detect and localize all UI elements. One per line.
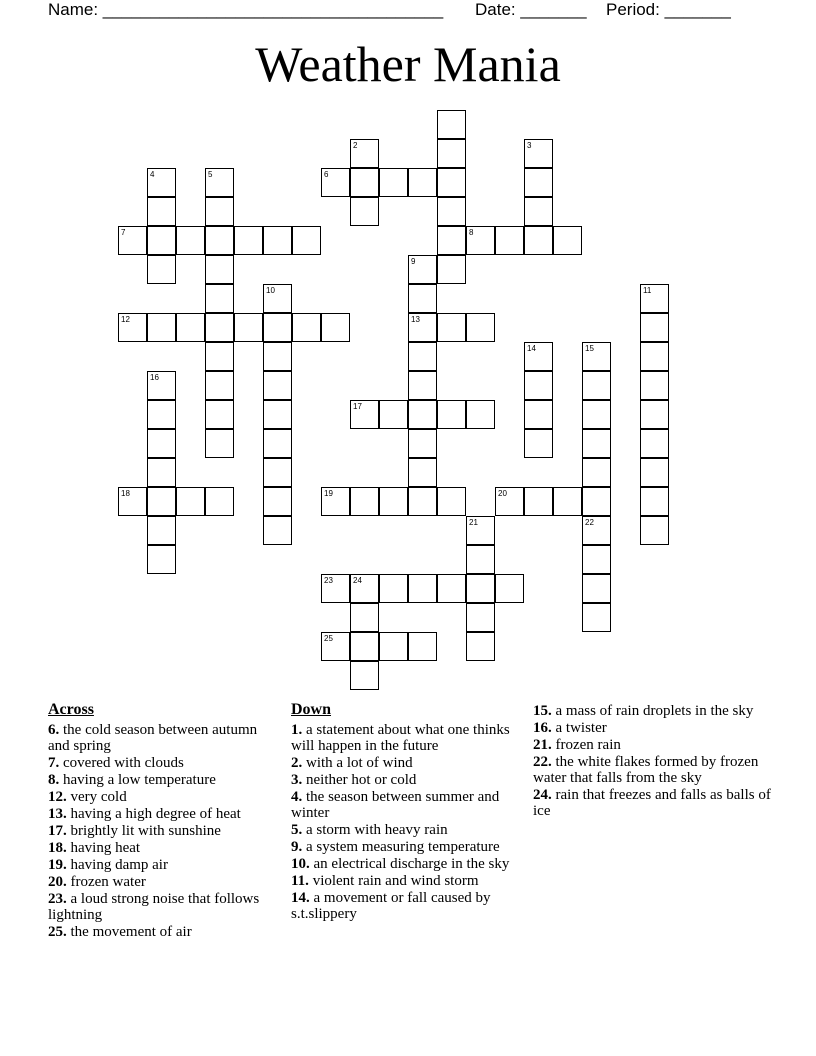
cell-number: 17	[353, 402, 362, 411]
crossword-cell[interactable]	[147, 458, 176, 487]
crossword-cell[interactable]	[379, 168, 408, 197]
crossword-cell[interactable]	[408, 313, 437, 342]
crossword-cell[interactable]	[147, 226, 176, 255]
cell-number: 22	[585, 518, 594, 527]
crossword-cell[interactable]	[263, 342, 292, 371]
clue-item	[291, 890, 523, 922]
crossword-cell[interactable]	[466, 516, 495, 545]
cell-number: 2	[353, 141, 358, 150]
clue-number: 8.	[48, 772, 60, 788]
crossword-cell[interactable]	[379, 632, 408, 661]
clue-number: 1.	[291, 722, 303, 738]
cell-number: 5	[208, 170, 213, 179]
cell-number: 4	[150, 170, 155, 179]
crossword-cell[interactable]	[147, 487, 176, 516]
crossword-cell[interactable]	[524, 371, 553, 400]
cell-number: 7	[121, 228, 126, 237]
clue-item	[533, 754, 773, 786]
crossword-cell[interactable]	[350, 574, 379, 603]
name-field-label: Name: ____________________________________	[48, 0, 444, 19]
crossword-cell[interactable]	[495, 574, 524, 603]
cell-number: 3	[527, 141, 532, 150]
crossword-cell[interactable]	[437, 226, 466, 255]
date-field-label: Date: _______	[475, 0, 587, 19]
crossword-cell[interactable]	[408, 342, 437, 371]
crossword-cell[interactable]	[466, 400, 495, 429]
crossword-cell[interactable]	[321, 168, 350, 197]
crossword-cell[interactable]	[408, 371, 437, 400]
clue-text: a twister	[551, 720, 607, 736]
crossword-cell[interactable]	[437, 400, 466, 429]
crossword-cell[interactable]	[263, 284, 292, 313]
crossword-cell[interactable]	[640, 284, 669, 313]
crossword-cell[interactable]	[263, 458, 292, 487]
crossword-cell[interactable]	[205, 284, 234, 313]
crossword-cell[interactable]	[640, 400, 669, 429]
clue-text: a movement or fall caused by s.t.slippery	[291, 890, 491, 922]
crossword-cell[interactable]	[582, 371, 611, 400]
crossword-cell[interactable]	[350, 487, 379, 516]
crossword-cell[interactable]	[582, 603, 611, 632]
crossword-cell[interactable]	[350, 603, 379, 632]
crossword-cell[interactable]	[524, 197, 553, 226]
clue-number: 14.	[291, 890, 310, 906]
cell-number: 6	[324, 170, 329, 179]
across-clues	[48, 701, 280, 941]
clue-number: 9.	[291, 839, 303, 855]
crossword-cell[interactable]	[466, 603, 495, 632]
crossword-cell[interactable]	[408, 168, 437, 197]
crossword-cell[interactable]	[147, 545, 176, 574]
crossword-cell[interactable]	[640, 458, 669, 487]
crossword-cell[interactable]	[553, 226, 582, 255]
clue-number: 25.	[48, 924, 67, 940]
clue-item	[48, 823, 280, 839]
crossword-cell[interactable]	[437, 110, 466, 139]
cell-number: 11	[643, 286, 652, 295]
clue-number: 20.	[48, 874, 67, 890]
period-field-label: Period: _______	[606, 0, 731, 19]
clue-text: an electrical discharge in the sky	[309, 856, 510, 872]
crossword-cell[interactable]	[205, 429, 234, 458]
clue-number: 17.	[48, 823, 67, 839]
clue-item	[533, 703, 773, 719]
crossword-cell[interactable]	[582, 458, 611, 487]
clue-item	[48, 806, 280, 822]
crossword-cell[interactable]	[640, 429, 669, 458]
crossword-cell[interactable]	[205, 487, 234, 516]
crossword-cell[interactable]	[408, 574, 437, 603]
down-heading: Down	[291, 701, 332, 718]
crossword-cell[interactable]	[524, 342, 553, 371]
crossword-cell[interactable]	[263, 516, 292, 545]
clue-item	[533, 720, 773, 736]
clue-item	[291, 722, 523, 754]
crossword-cell[interactable]	[147, 168, 176, 197]
cell-number: 15	[585, 344, 594, 353]
crossword-cell[interactable]	[205, 313, 234, 342]
clue-text: the white flakes formed by frozen water that falls from the sky	[533, 754, 759, 786]
crossword-cell[interactable]	[263, 400, 292, 429]
crossword-cell[interactable]	[437, 487, 466, 516]
clue-item	[291, 873, 523, 889]
clue-text: having damp air	[66, 857, 168, 873]
crossword-cell[interactable]	[205, 255, 234, 284]
clue-text: violent rain and wind storm	[308, 873, 479, 889]
cell-number: 19	[324, 489, 333, 498]
down-clues	[291, 701, 523, 923]
crossword-cell[interactable]	[466, 545, 495, 574]
clue-number: 15.	[533, 703, 552, 719]
clue-text: rain that freezes and falls as balls of ice	[533, 787, 771, 819]
crossword-cell[interactable]	[408, 255, 437, 284]
crossword-cell[interactable]	[524, 487, 553, 516]
clue-number: 22.	[533, 754, 552, 770]
crossword-cell[interactable]	[118, 226, 147, 255]
clue-number: 7.	[48, 755, 60, 771]
clue-item	[48, 874, 280, 890]
cell-number: 20	[498, 489, 507, 498]
crossword-cell[interactable]	[205, 400, 234, 429]
crossword-cell[interactable]	[321, 313, 350, 342]
clue-number: 11.	[291, 873, 309, 889]
crossword-cell[interactable]	[350, 139, 379, 168]
crossword-cell[interactable]	[408, 632, 437, 661]
clue-text: a storm with heavy rain	[302, 822, 448, 838]
cell-number: 21	[469, 518, 478, 527]
clue-item	[48, 857, 280, 873]
clue-number: 24.	[533, 787, 552, 803]
crossword-cell[interactable]	[350, 661, 379, 690]
crossword-cell[interactable]	[553, 487, 582, 516]
cell-number: 23	[324, 576, 333, 585]
crossword-cell[interactable]	[234, 226, 263, 255]
crossword-cell[interactable]	[582, 574, 611, 603]
crossword-cell[interactable]	[437, 139, 466, 168]
clue-text: a loud strong noise that follows lightning	[48, 891, 260, 923]
clue-text: covered with clouds	[59, 755, 184, 771]
crossword-cell[interactable]	[408, 487, 437, 516]
crossword-cell[interactable]	[147, 429, 176, 458]
crossword-cell[interactable]	[640, 342, 669, 371]
clue-item	[48, 840, 280, 856]
cell-number: 18	[121, 489, 130, 498]
page-title: Weather Mania	[255, 36, 561, 92]
clue-text: brightly lit with sunshine	[66, 823, 221, 839]
down-clues-continued	[533, 703, 773, 820]
crossword-cell[interactable]	[147, 516, 176, 545]
clue-text: having a high degree of heat	[66, 806, 241, 822]
clue-text: frozen rain	[551, 737, 621, 753]
crossword-cell[interactable]	[263, 371, 292, 400]
crossword-cell[interactable]	[205, 197, 234, 226]
crossword-cell[interactable]	[234, 313, 263, 342]
crossword-cell[interactable]	[437, 313, 466, 342]
crossword-cell[interactable]	[379, 400, 408, 429]
clue-text: having a low temperature	[59, 772, 216, 788]
crossword-cell[interactable]	[582, 400, 611, 429]
crossword-cell[interactable]	[263, 429, 292, 458]
clue-number: 19.	[48, 857, 67, 873]
crossword-cell[interactable]	[437, 197, 466, 226]
cell-number: 24	[353, 576, 362, 585]
crossword-cell[interactable]	[582, 545, 611, 574]
clue-text: with a lot of wind	[302, 755, 413, 771]
crossword-cell[interactable]	[437, 574, 466, 603]
crossword-cell[interactable]	[466, 226, 495, 255]
crossword-cell[interactable]	[524, 168, 553, 197]
clue-text: the movement of air	[66, 924, 192, 940]
crossword-cell[interactable]	[205, 371, 234, 400]
clue-number: 3.	[291, 772, 303, 788]
crossword-cell[interactable]	[176, 313, 205, 342]
clue-text: frozen water	[66, 874, 146, 890]
crossword-cell[interactable]	[495, 226, 524, 255]
crossword-cell[interactable]	[582, 342, 611, 371]
crossword-cell[interactable]	[640, 371, 669, 400]
clue-item	[291, 789, 523, 821]
crossword-cell[interactable]	[205, 168, 234, 197]
crossword-cell[interactable]	[524, 429, 553, 458]
crossword-cell[interactable]	[466, 574, 495, 603]
cell-number: 25	[324, 634, 333, 643]
crossword-cell[interactable]	[147, 371, 176, 400]
crossword-cell[interactable]	[582, 516, 611, 545]
crossword-cell[interactable]	[466, 313, 495, 342]
crossword-cell[interactable]	[176, 226, 205, 255]
cell-number: 13	[411, 315, 420, 324]
cell-number: 12	[121, 315, 130, 324]
clue-text: a statement about what one thinks will happen in the future	[291, 722, 510, 754]
clue-item	[48, 722, 280, 754]
crossword-cell[interactable]	[350, 197, 379, 226]
crossword-cell[interactable]	[582, 429, 611, 458]
crossword-cell[interactable]	[640, 516, 669, 545]
clue-number: 12.	[48, 789, 67, 805]
crossword-cell[interactable]	[524, 400, 553, 429]
crossword-cell[interactable]	[321, 574, 350, 603]
crossword-cell[interactable]	[263, 313, 292, 342]
crossword-cell[interactable]	[408, 458, 437, 487]
cell-number: 10	[266, 286, 275, 295]
cell-number: 8	[469, 228, 474, 237]
crossword-cell[interactable]	[118, 313, 147, 342]
crossword-cell[interactable]	[379, 487, 408, 516]
crossword-cell[interactable]	[263, 226, 292, 255]
clue-number: 23.	[48, 891, 67, 907]
crossword-cell[interactable]	[495, 487, 524, 516]
crossword-cell[interactable]	[147, 400, 176, 429]
clue-item	[48, 891, 280, 923]
clue-item	[48, 755, 280, 771]
crossword-cell[interactable]	[321, 487, 350, 516]
clue-text: very cold	[66, 789, 127, 805]
crossword-cell[interactable]	[408, 284, 437, 313]
clue-number: 16.	[533, 720, 552, 736]
crossword-cell[interactable]	[350, 168, 379, 197]
crossword-cell[interactable]	[437, 255, 466, 284]
clue-number: 10.	[291, 856, 310, 872]
clue-item	[48, 789, 280, 805]
clue-text: a system measuring temperature	[302, 839, 500, 855]
crossword-cell[interactable]	[350, 400, 379, 429]
crossword-cell[interactable]	[466, 632, 495, 661]
clue-text: having heat	[66, 840, 141, 856]
cell-number: 14	[527, 344, 536, 353]
crossword-cell[interactable]	[205, 226, 234, 255]
crossword-cell[interactable]	[147, 313, 176, 342]
crossword-cell[interactable]	[321, 632, 350, 661]
crossword-cell[interactable]	[408, 429, 437, 458]
crossword-cell[interactable]	[524, 226, 553, 255]
crossword-cell[interactable]	[147, 197, 176, 226]
crossword-cell[interactable]	[118, 487, 147, 516]
clue-item	[291, 822, 523, 838]
clue-number: 2.	[291, 755, 303, 771]
clue-text: the cold season between autumn and spring	[48, 722, 258, 754]
crossword-cell[interactable]	[147, 255, 176, 284]
clue-number: 6.	[48, 722, 60, 738]
crossword-cell[interactable]	[176, 487, 205, 516]
clue-text: neither hot or cold	[302, 772, 417, 788]
clue-number: 13.	[48, 806, 67, 822]
clue-number: 4.	[291, 789, 303, 805]
clue-item	[291, 755, 523, 771]
crossword-cell[interactable]	[350, 632, 379, 661]
clue-number: 5.	[291, 822, 303, 838]
clue-number: 18.	[48, 840, 67, 856]
cell-number: 9	[411, 257, 416, 266]
crossword-cell[interactable]	[640, 487, 669, 516]
clue-item	[48, 924, 280, 940]
clue-number: 21.	[533, 737, 552, 753]
crossword-cell[interactable]	[263, 487, 292, 516]
crossword-cell[interactable]	[205, 342, 234, 371]
clue-item	[533, 737, 773, 753]
clue-text: the season between summer and winter	[291, 789, 500, 821]
across-heading: Across	[48, 701, 94, 718]
clue-item	[291, 772, 523, 788]
clue-item	[533, 787, 773, 819]
clue-item	[291, 839, 523, 855]
crossword-cell[interactable]	[292, 313, 321, 342]
clue-item	[48, 772, 280, 788]
clue-text: a mass of rain droplets in the sky	[551, 703, 754, 719]
crossword-cell[interactable]	[524, 139, 553, 168]
crossword-cell[interactable]	[292, 226, 321, 255]
crossword-cell[interactable]	[582, 487, 611, 516]
crossword-cell[interactable]	[408, 400, 437, 429]
crossword-cell[interactable]	[437, 168, 466, 197]
crossword-cell[interactable]	[640, 313, 669, 342]
crossword-cell[interactable]	[379, 574, 408, 603]
clue-item	[291, 856, 523, 872]
cell-number: 16	[150, 373, 159, 382]
